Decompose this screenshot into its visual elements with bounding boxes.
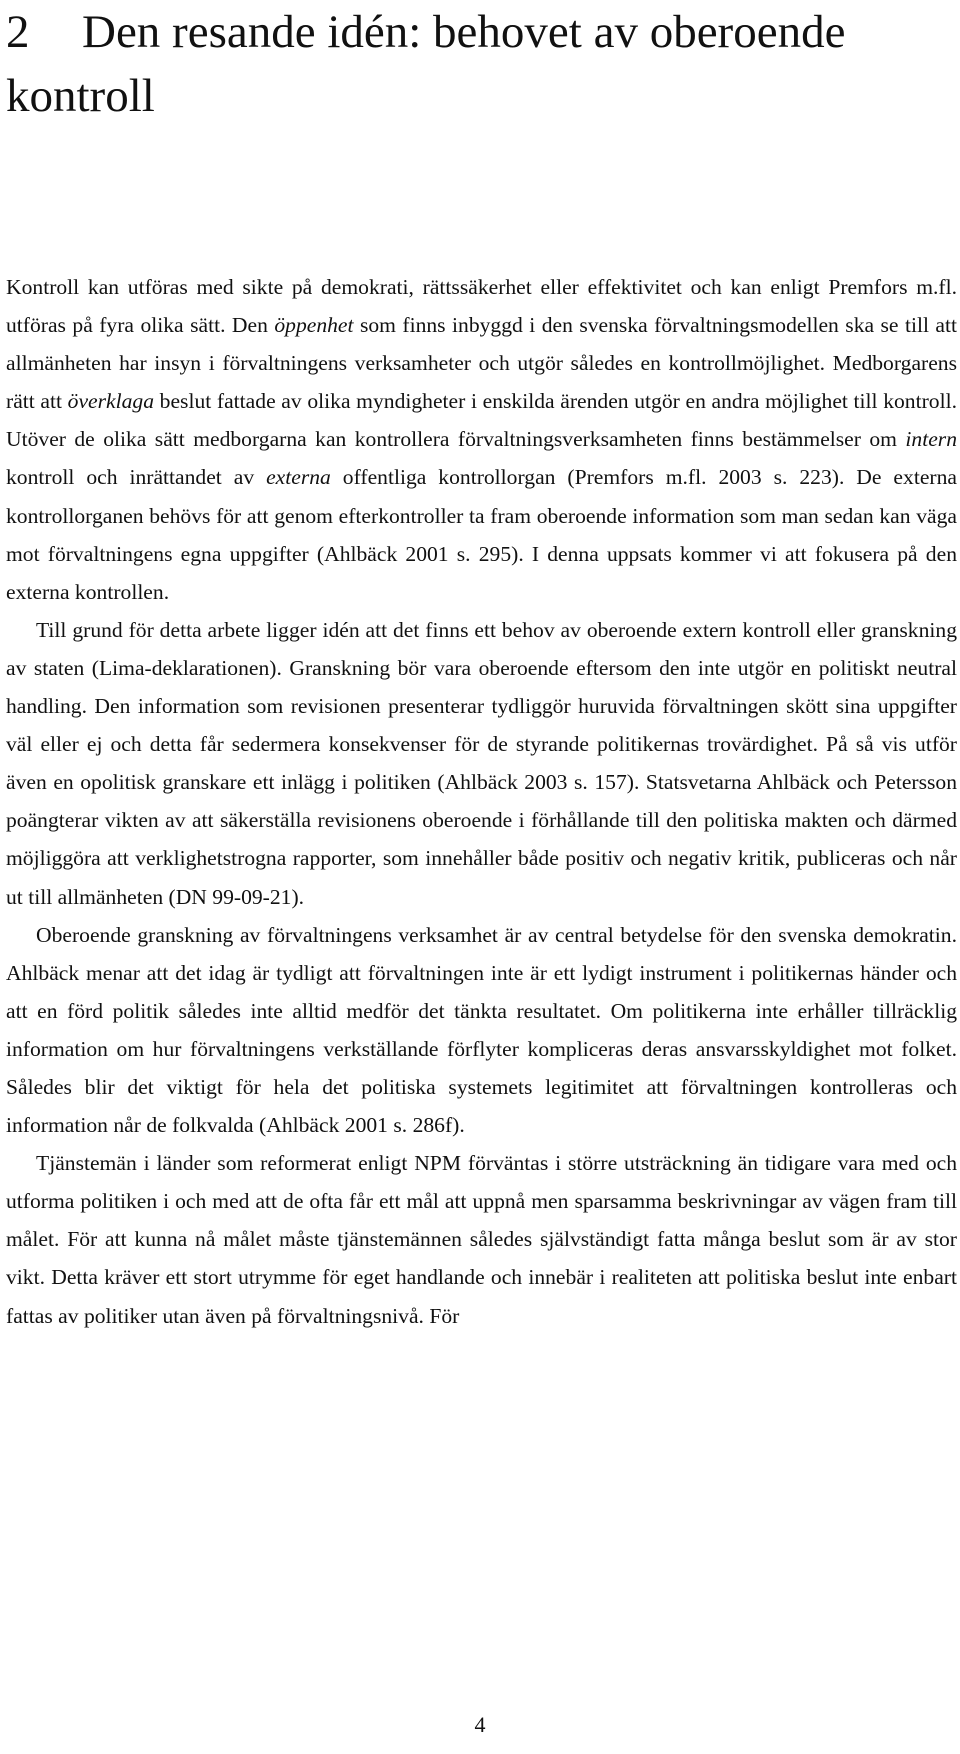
- page-number: 4: [474, 1712, 486, 1737]
- body-text: [6, 268, 957, 1335]
- chapter-heading: [6, 0, 946, 128]
- paragraph: [6, 611, 957, 916]
- chapter-number: 2: [6, 6, 30, 58]
- emphasized-term: överklaga: [67, 389, 155, 414]
- paragraph: [6, 268, 957, 611]
- chapter-title: Den resande idén: behovet av oberoende kontroll: [6, 6, 846, 122]
- text-run: kontroll och inrättandet av: [6, 465, 267, 490]
- text-run: beslut fattade av olika myndigheter i enskilda ärenden utgör en andra möjlighet till kontroll. Utöver de olika sätt medborgarna kan kontrollera förvaltningsverksamheten finns bestämmelser om: [6, 389, 957, 452]
- text-run: offentliga kontrollorgan (Premfors m.fl. 2003 s. 223). De externa kontrollorganen behövs för att genom efterkontroller ta fram oberoende information som man sedan kan väga mot förvaltningens egna uppgifter (Ahlbäck 2001 s. 295). I denna uppsats kommer vi att fokusera på den externa kontrollen.: [6, 465, 957, 604]
- emphasized-term: externa: [266, 465, 331, 490]
- emphasized-term: intern: [905, 427, 957, 452]
- text-run: Till grund för detta arbete ligger idén att det finns ett behov av oberoende extern kontroll eller granskning av staten (Lima-deklarationen). Granskning bör vara oberoende eftersom den inte utgör en politiskt neutral handling. Den information som revisionen presenterar tydliggör huruvida förvaltningen skött sina uppgifter väl eller ej och detta får sedermera konsekvenser för de styrande politikernas trovärdighet. På så vis utför även en opolitisk granskare ett inlägg i politiken (Ahlbäck 2003 s. 157). Statsvetarna Ahlbäck och Petersson poängterar vikten av att säkerställa revisionens oberoende i förhållande till den politiska makten och därmed möjliggöra att verklighetstrogna rapporter, som innehåller både positiv och negativ kritik, publiceras och når ut till allmänheten (DN 99-09-21).: [6, 617, 957, 909]
- text-run: som finns inbyggd i den svenska förvaltningsmodellen ska se till att allmänheten har insyn i förvaltningens verksamheter och utgör således en kontrollmöjlighet. Medborgarens rätt att: [6, 313, 957, 414]
- text-run: Kontroll kan utföras med sikte på demokrati, rättssäkerhet eller effektivitet och kan enligt Premfors m.fl. utföras på fyra olika sätt. Den: [6, 275, 957, 338]
- text-run: Tjänstemän i länder som reformerat enligt NPM förväntas i större utsträckning än tidigare vara med och utforma politiken i och med att de ofta får ett mål att uppnå men sparsamma beskrivningar av vägen fram till målet. För att kunna nå målet måste tjänstemännen således självständigt fatta många beslut som är av stor vikt. Detta kräver ett stort utrymme för eget handlande och innebär i realiteten att politiska beslut inte enbart fattas av politiker utan även på förvaltningsnivå. För: [6, 1151, 957, 1328]
- paragraph: [6, 1144, 957, 1334]
- emphasized-term: öppenhet: [274, 313, 354, 338]
- text-run: Oberoende granskning av förvaltningens verksamhet är av central betydelse för den svenska demokratin. Ahlbäck menar att det idag är tydligt att förvaltningen inte är ett lydigt instrument i politikernas händer och att en förd politik således inte alltid medför det tänkta resultatet. Om politikerna inte erhåller tillräcklig information om hur förvaltningens verkställande förflyter kompliceras deras ansvarsskyldighet mot folket. Således blir det viktigt för hela det politiska systemets legitimitet att förvaltningen kontrolleras och information når de folkvalda (Ahlbäck 2001 s. 286f).: [6, 922, 957, 1138]
- paragraph: [6, 916, 957, 1145]
